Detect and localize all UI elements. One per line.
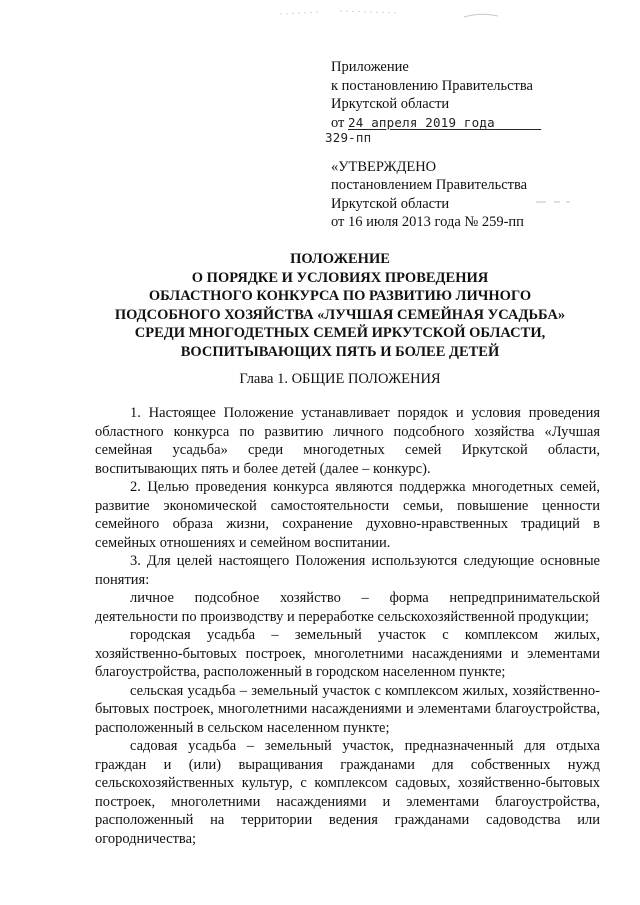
paragraph: 3. Для целей настоящего Положения используются следующие основные понятия: xyxy=(95,553,600,588)
approved-by-right: Правительства xyxy=(435,177,528,193)
title-line: О ПОРЯДКЕ И УСЛОВИЯХ ПРОВЕДЕНИЯ xyxy=(191,269,489,286)
paragraph: 1. Настоящее Положение устанавливает порядок и условия проведения областного конкурса по развитию личного подсобного хозяйства «Лучшая семейная усадьба» среди многодетных семей Иркутской области, воспитывающих пять и более детей (далее – конкурс). xyxy=(95,405,600,477)
definition-paragraph: сельская усадьба – земельный участок с комплексом жилых, хозяйственно-бытовых построек, многолетними насаждениями и элементами благоустройства, расположенный в сельском населенном пункте; xyxy=(95,682,600,736)
appendix-heading: Приложение xyxy=(331,59,409,75)
paragraph: 2. Целью проведения конкурса являются поддержка многодетных семей, развитие экономической самостоятельности семьи, повышение ценности семейного образа жизни, сохранение духовно-нравственных традиций в семейных отношениях и семейном воспитании. xyxy=(95,479,600,551)
definition-paragraph: садовая усадьба – земельный участок, предназначенный для отдыха граждан и (или) выращивания гражданами для собственных нужд сельскохозяйственных культур, с комплексом садовых, хозяйственно-бытовых построек, многолетними насаждениями и элементами благоустройства, расположенный на территории ведения гражданами садоводства или огородничества; xyxy=(95,738,600,847)
title-line: ПОЛОЖЕНИЕ xyxy=(290,251,390,267)
approved-label: «УТВЕРЖДЕНО xyxy=(331,158,437,175)
date-prefix: от xyxy=(331,114,345,131)
title-line: СРЕДИ МНОГОДЕТНЫХ СЕМЕЙ ИРКУТСКОЙ ОБЛАСТИ, xyxy=(134,325,546,341)
chapter-heading: Глава 1. ОБЩИЕ ПОЛОЖЕНИЯ xyxy=(239,371,441,387)
definition-paragraph: личное подсобное хозяйство – форма непредпринимательской деятельности по производству и переработке сельскохозяйственной продукции; xyxy=(95,590,600,625)
approved-region: Иркутской области xyxy=(331,195,450,212)
appendix-block xyxy=(325,58,599,232)
approved-by-left: постановлением xyxy=(331,177,433,193)
scan-artifact xyxy=(462,8,502,22)
title-line: ПОДСОБНОГО ХОЗЯЙСТВА «ЛУЧШАЯ СЕМЕЙНАЯ УСАДЬБА» xyxy=(114,306,566,323)
scan-artifact xyxy=(280,6,410,20)
handwritten-number: 329-пп xyxy=(325,130,372,145)
approved-by-line xyxy=(331,176,599,195)
document-body xyxy=(95,404,600,848)
definition-paragraph: городская усадьба – земельный участок с комплексом жилых, хозяйственно-бытовых построек, многолетними насаждениями и элементами благоустройства, расположенный в городском населенном пункте; xyxy=(95,627,600,680)
approved-reference: от 16 июля 2013 года № 259-пп xyxy=(331,214,524,230)
title-line: ВОСПИТЫВАЮЩИХ ПЯТЬ И БОЛЕЕ ДЕТЕЙ xyxy=(180,343,500,360)
appendix-resolution-line: к постановлению Правительства xyxy=(331,77,533,94)
handwritten-date: 24 апреля 2019 года xyxy=(348,114,495,130)
appendix-region-line: Иркутской области xyxy=(331,96,450,112)
document-title xyxy=(40,250,640,361)
title-line: ОБЛАСТНОГО КОНКУРСА ПО РАЗВИТИЮ ЛИЧНОГО xyxy=(148,288,532,304)
